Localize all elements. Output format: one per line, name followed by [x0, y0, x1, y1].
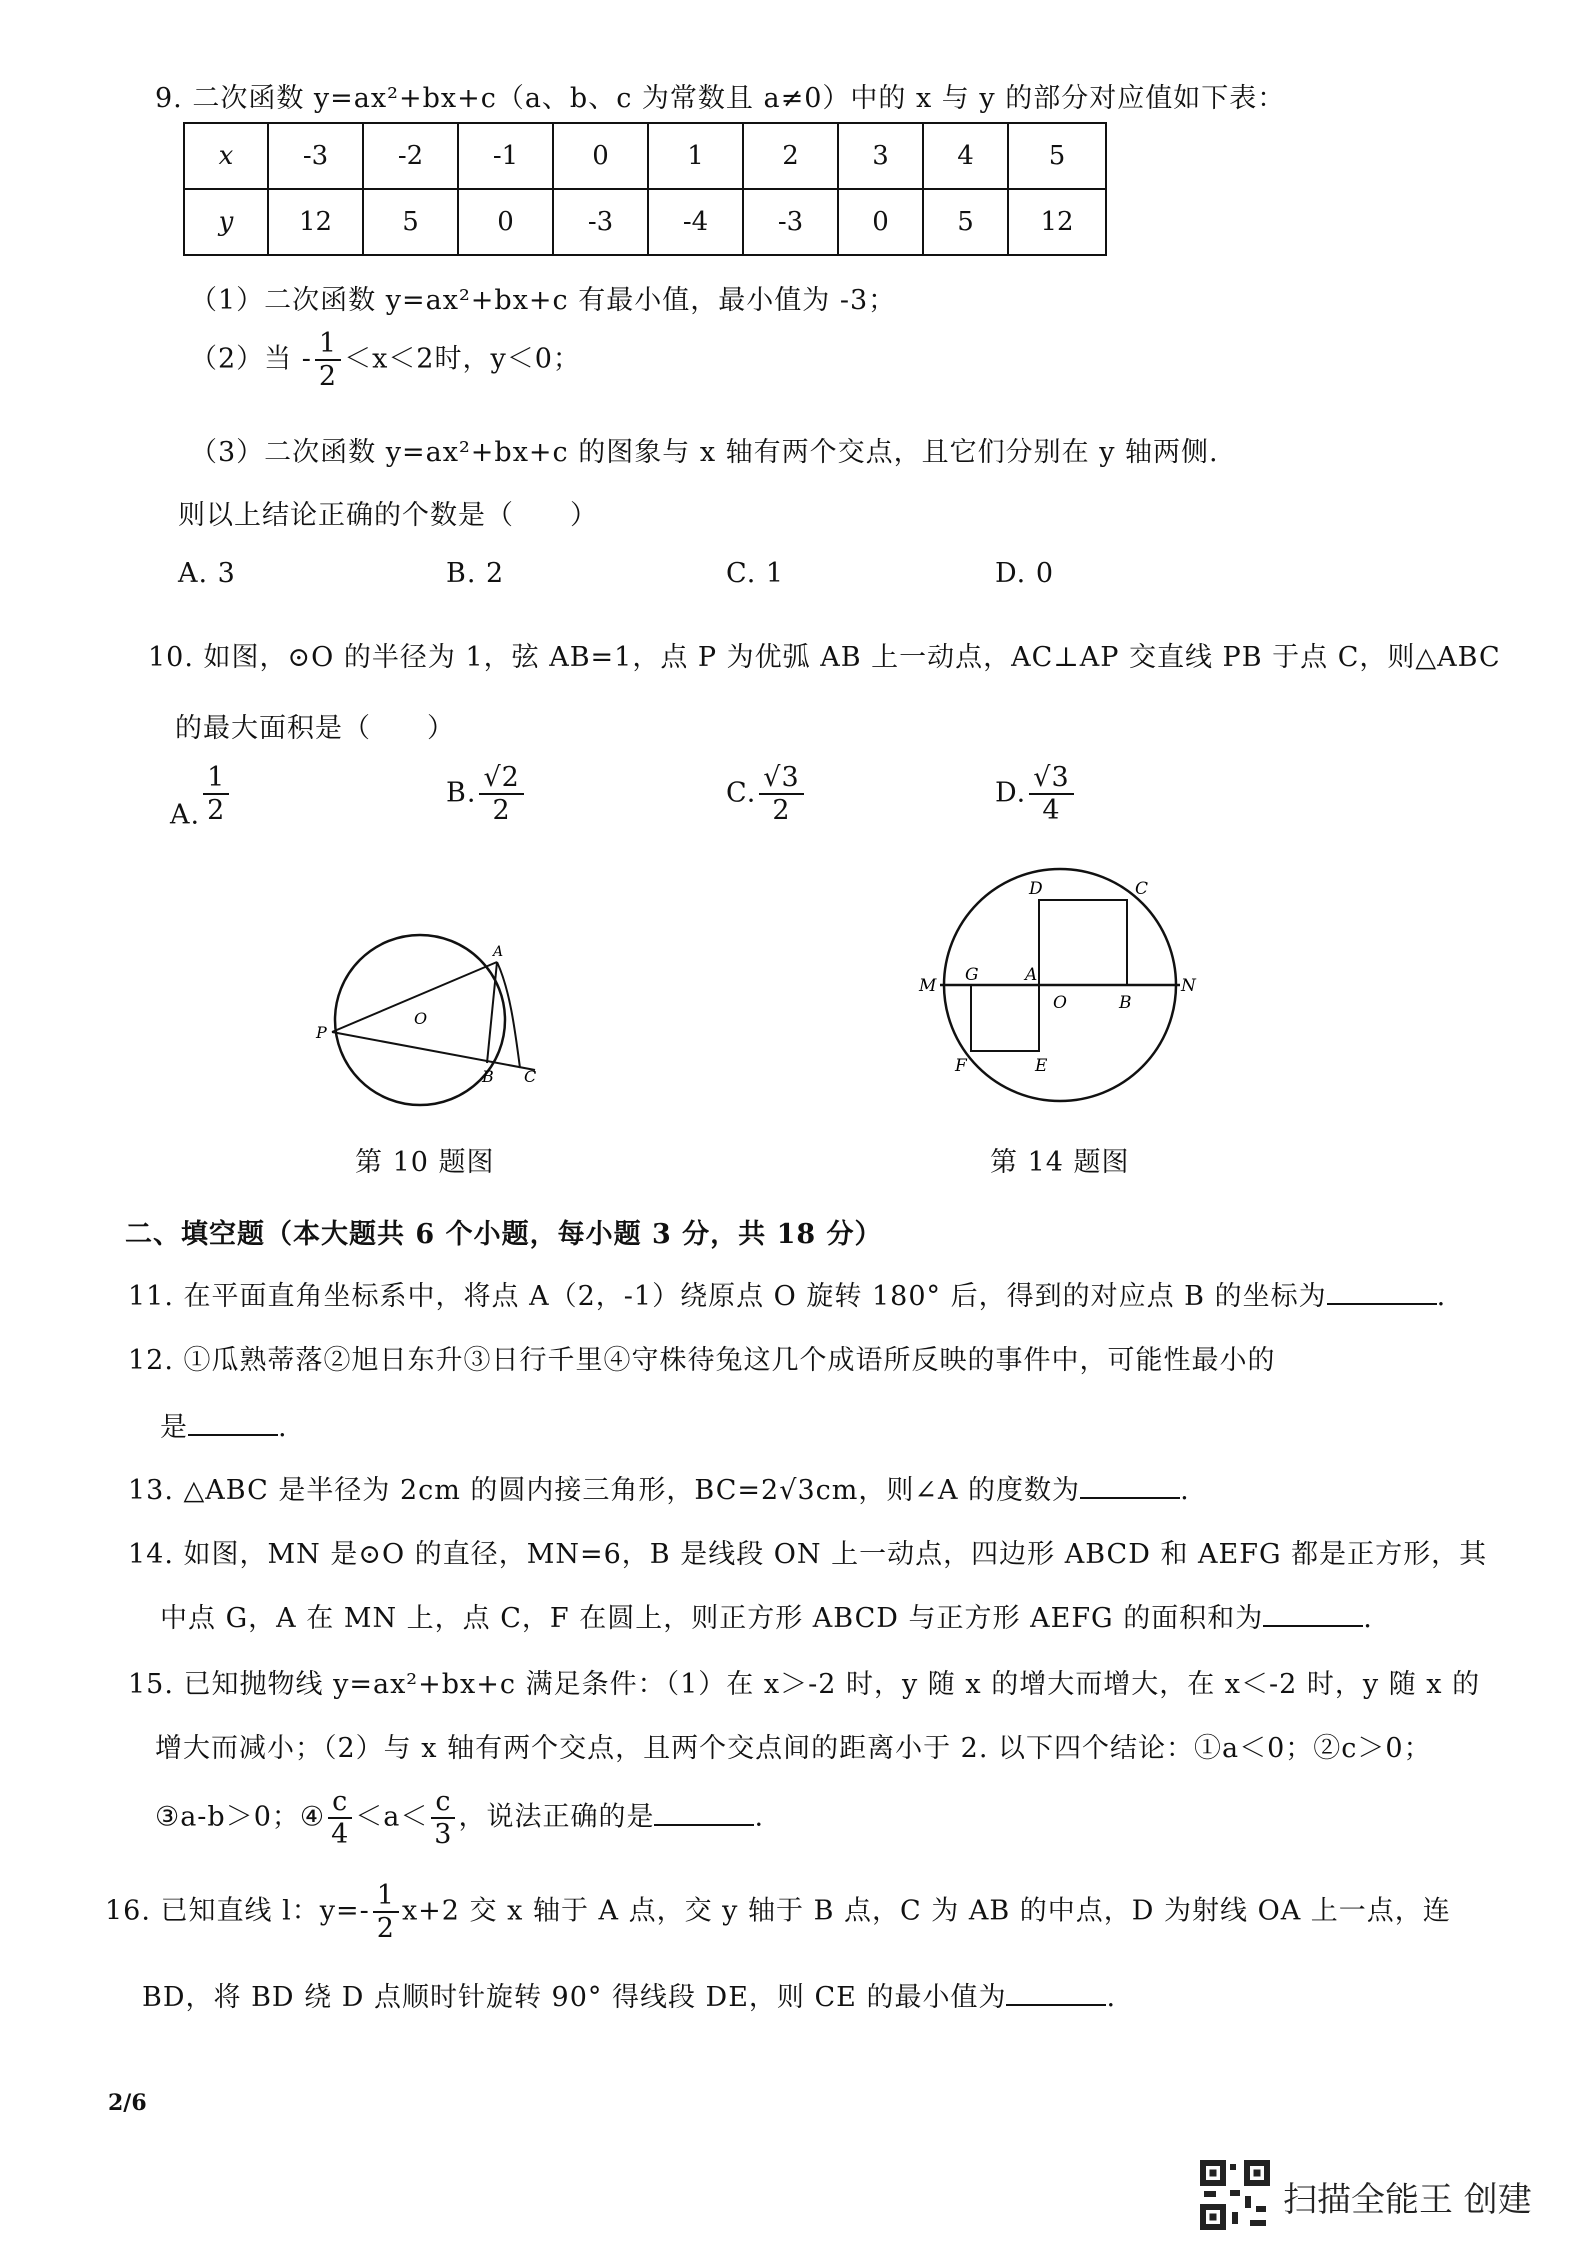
segment-pc — [332, 1032, 535, 1070]
q16-line1-start: 16. 已知直线 l：y=- — [105, 1895, 370, 1927]
fraction — [759, 762, 803, 826]
label-b: B — [1119, 993, 1132, 1013]
option-letter: C. — [726, 777, 757, 809]
label-a: A — [493, 944, 504, 960]
option-letter: D. — [995, 777, 1027, 809]
q10-option-c — [726, 762, 807, 826]
fig10-caption: 第 10 题图 — [355, 1147, 495, 1178]
table-cell: 5 — [923, 189, 1008, 255]
table-cell: 0 — [838, 189, 923, 255]
label-p: P — [316, 1023, 327, 1042]
table-cell: -4 — [648, 189, 743, 255]
q10-option-d — [995, 762, 1077, 826]
q15-line3-mid: ＜a＜ — [355, 1801, 429, 1833]
q16-stem-end: BD，将 BD 绕 D 点顺时针旋转 90° 得线段 DE，则 CE 的最小值为 — [142, 1982, 1007, 2013]
table-cell: 1 — [648, 123, 743, 189]
table-cell: -3 — [743, 189, 838, 255]
fraction — [479, 762, 523, 826]
table-cell: 5 — [363, 189, 458, 255]
table-row-y — [184, 189, 1106, 255]
fraction — [373, 1880, 399, 1944]
q9-option-d: D. 0 — [995, 558, 1055, 589]
q10-option-b — [446, 762, 527, 826]
q14-line2: 中点 G，A 在 MN 上，点 C，F 在圆上，则正方形 ABCD 与正方形 AEFG 的面积和为 . — [160, 1596, 1373, 1635]
answer-blank[interactable] — [1080, 1471, 1180, 1499]
fraction-numerator: √3 — [1029, 762, 1073, 795]
q15-line1: 15. 已知抛物线 y=ax²+bx+c 满足条件：（1）在 x＞-2 时，y 随 x 的增大而增大，在 x＜-2 时，y 随 x 的 — [128, 1669, 1481, 1700]
table-cell: -1 — [458, 123, 553, 189]
q15-line3-start: ③a-b＞0；④ — [155, 1801, 326, 1833]
table-cell: 0 — [553, 123, 648, 189]
section-2-heading: 二、填空题（本大题共 6 个小题，每小题 3 分，共 18 分） — [125, 1219, 883, 1250]
fraction-numerator: 1 — [315, 328, 341, 361]
q12-stem-end: 是 — [160, 1412, 188, 1443]
label-e: E — [1035, 1056, 1048, 1076]
label-c: C — [1135, 879, 1149, 899]
fraction-numerator: √3 — [759, 762, 803, 795]
fraction-numerator: c — [328, 1786, 352, 1819]
fraction — [328, 1786, 352, 1850]
square-abcd — [1039, 900, 1127, 985]
fraction-denominator: 2 — [318, 361, 338, 393]
fraction-denominator: 2 — [376, 1913, 395, 1945]
fraction-numerator: c — [431, 1786, 455, 1819]
q9-s2-prefix: （2）当 - — [190, 343, 312, 375]
q9-option-c: C. 1 — [726, 558, 785, 589]
q14-line1: 14. 如图，MN 是⊙O 的直径，MN=6，B 是线段 ON 上一动点，四边形 ABCD 和 AEFG 都是正方形，其 — [128, 1539, 1488, 1570]
q13-stem: 13. △ABC 是半径为 2cm 的圆内接三角形，BC=2√3cm，则∠A 的度数为 — [128, 1475, 1081, 1506]
page-number: 2/6 — [108, 2090, 147, 2116]
table-row-x — [184, 123, 1106, 189]
q9-value-table — [183, 122, 1107, 256]
option-letter: A. — [170, 799, 201, 831]
label-g: G — [965, 965, 979, 985]
q15-line3: ③a-b＞0；④ $\frac{c}{4}$ ＜a＜ $\frac{c}{3}$ ，说法正确的是 . — [155, 1786, 765, 1851]
q13-text: 13. △ABC 是半径为 2cm 的圆内接三角形，BC=2√3cm，则∠A 的度数为 . — [128, 1468, 1190, 1507]
q9-option-b: B. 2 — [446, 558, 505, 589]
q9-option-a: A. 3 — [178, 558, 236, 589]
table-cell: 12 — [268, 189, 363, 255]
label-n: N — [1181, 976, 1196, 996]
fraction-denominator: 2 — [772, 795, 791, 827]
square-aefg — [971, 985, 1039, 1051]
table-cell: 3 — [838, 123, 923, 189]
fraction-numerator: √2 — [479, 762, 523, 795]
q16-line1 — [105, 1880, 1451, 1944]
answer-blank[interactable] — [1006, 1978, 1106, 2006]
answer-blank[interactable] — [1263, 1599, 1363, 1627]
label-d: D — [1029, 879, 1043, 899]
table-cell: -3 — [553, 189, 648, 255]
fraction — [203, 762, 229, 826]
q16-line2: BD，将 BD 绕 D 点顺时针旋转 90° 得线段 DE，则 CE 的最小值为 . — [142, 1975, 1116, 2014]
segment-ac — [497, 962, 520, 1068]
option-letter: B. — [446, 777, 477, 809]
fraction-denominator: 4 — [1042, 795, 1061, 827]
q14-stem-end: 中点 G，A 在 MN 上，点 C，F 在圆上，则正方形 ABCD 与正方形 AEFG 的面积和为 — [160, 1603, 1264, 1634]
answer-blank[interactable] — [654, 1798, 754, 1826]
label-m: M — [919, 976, 937, 996]
figure-q10-circle-diagram — [310, 920, 560, 1120]
label-c: C — [524, 1067, 537, 1086]
q11-stem: 11. 在平面直角坐标系中，将点 A（2，-1）绕原点 O 旋转 180° 后，得到的对应点 B 的坐标为 — [128, 1281, 1327, 1312]
table-cell: 4 — [923, 123, 1008, 189]
table-header-x: x — [184, 123, 268, 189]
label-o: O — [414, 1009, 428, 1028]
qr-code-icon — [1200, 2160, 1270, 2230]
table-cell: -3 — [268, 123, 363, 189]
fraction-denominator: 3 — [434, 1819, 453, 1851]
fraction-denominator: 4 — [331, 1819, 350, 1851]
fig14-caption: 第 14 题图 — [990, 1147, 1130, 1178]
label-o: O — [1053, 993, 1067, 1013]
fraction — [1029, 762, 1073, 826]
table-cell: 2 — [743, 123, 838, 189]
q9-statement-2 — [190, 328, 581, 392]
fraction — [431, 1786, 455, 1850]
table-cell: -2 — [363, 123, 458, 189]
q15-line2: 增大而减小；（2）与 x 轴有两个交点，且两个交点间的距离小于 2. 以下四个结论：①a＜0；②c＞0； — [155, 1733, 1432, 1764]
q15-line3-end: ，说法正确的是 — [458, 1801, 655, 1833]
q10-stem-line1: 10. 如图，⊙O 的半径为 1，弦 AB=1，点 P 为优弧 AB 上一动点，AC⊥AP 交直线 PB 于点 C，则△ABC — [148, 642, 1501, 673]
figure-q14-squares-diagram — [915, 860, 1205, 1110]
q12-line2: 是 . — [160, 1405, 288, 1444]
fraction — [315, 328, 341, 392]
table-cell: 12 — [1008, 189, 1106, 255]
q9-statement-1: （1）二次函数 y=ax²+bx+c 有最小值，最小值为 -3； — [190, 285, 897, 316]
q11-text: 11. 在平面直角坐标系中，将点 A（2，-1）绕原点 O 旋转 180° 后，得到的对应点 B 的坐标为 . — [128, 1274, 1446, 1313]
fraction-numerator: 1 — [203, 762, 229, 795]
footer-brand: 扫描全能王 创建 — [1283, 2180, 1532, 2220]
table-cell: 5 — [1008, 123, 1106, 189]
q10-stem-line2: 的最大面积是（ ） — [175, 713, 455, 744]
q12-line1: 12. ①瓜熟蒂落②旭日东升③日行千里④守株待兔这几个成语所反映的事件中，可能性最小的 — [128, 1345, 1276, 1376]
label-f: F — [955, 1056, 967, 1076]
answer-blank[interactable] — [188, 1408, 278, 1436]
table-cell: 0 — [458, 189, 553, 255]
q9-stem: 9. 二次函数 y=ax²+bx+c（a、b、c 为常数且 a≠0）中的 x 与 y 的部分对应值如下表： — [155, 83, 1286, 114]
q9-s2-suffix: ＜x＜2时，y＜0； — [344, 343, 581, 375]
q16-line1-end: x+2 交 x 轴于 A 点，交 y 轴于 B 点，C 为 AB 的中点，D 为射线 OA 上一点，连 — [401, 1895, 1451, 1927]
q9-statement-3: （3）二次函数 y=ax²+bx+c 的图象与 x 轴有两个交点，且它们分别在 y 轴两侧. — [190, 437, 1219, 468]
fraction-denominator: 2 — [207, 795, 226, 827]
table-header-y: y — [184, 189, 268, 255]
label-a: A — [1025, 965, 1038, 985]
q10-option-a — [170, 762, 232, 831]
q9-ask: 则以上结论正确的个数是（ ） — [178, 500, 598, 531]
label-b: B — [482, 1067, 494, 1086]
fraction-numerator: 1 — [373, 1880, 399, 1913]
fraction-denominator: 2 — [492, 795, 511, 827]
answer-blank[interactable] — [1327, 1277, 1437, 1305]
